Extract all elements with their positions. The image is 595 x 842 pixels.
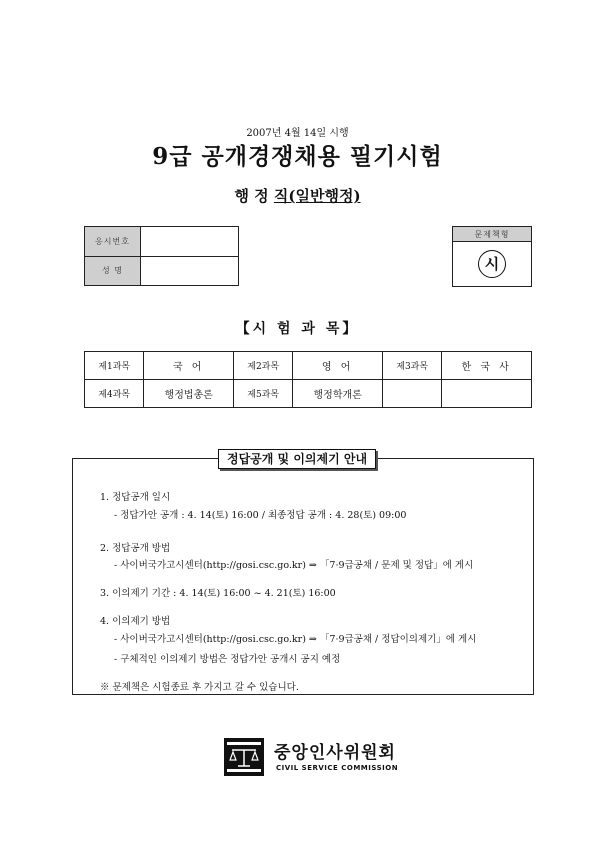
- notice-item-4-heading: 4. 이의제기 방법: [100, 616, 171, 627]
- notice-title-wrap: [218, 448, 376, 467]
- subject-5-value: 행정학개론: [293, 380, 383, 408]
- booklet-type-label: 문제책형: [453, 227, 532, 242]
- csc-emblem-icon: [224, 738, 264, 776]
- exam-number-label: 응시번호: [85, 227, 141, 257]
- notice-item-4-detail-1: - 사이버국가고시센터(http://gosi.csc.go.kr) ⇒ 「7·9급공채 / 정답이의제기」에 게시: [114, 634, 477, 645]
- subject-3-label: 제3과목: [382, 352, 441, 380]
- name-field[interactable]: [141, 256, 239, 286]
- notice-item-3-heading: 3. 이의제기 기간 : 4. 14(토) 16:00 ~ 4. 21(토) 16:00: [100, 588, 336, 599]
- booklet-type-box: [452, 226, 532, 287]
- subject-4-label: 제4과목: [85, 380, 144, 408]
- organization-english-name: CIVIL SERVICE COMMISSION: [276, 764, 399, 772]
- subjects-heading: 【시 험 과 목】: [235, 321, 360, 337]
- subject-2-value: 영 어: [293, 352, 383, 380]
- subjects-row: [85, 352, 532, 380]
- subjects-table: [84, 351, 532, 408]
- booklet-type-cell: [453, 242, 532, 287]
- csc-logo: [224, 738, 404, 778]
- exam-title: 9급 공개경쟁채용 필기시험: [152, 143, 443, 170]
- exam-date: 2007년 4월 14일 시행: [246, 128, 349, 139]
- subtitle-prefix: 행 정: [234, 187, 274, 205]
- subject-3-value: 한 국 사: [442, 352, 532, 380]
- notice-item-4-detail-2: - 구체적인 이의제기 방법은 정답가안 공개시 공지 예정: [114, 654, 341, 665]
- subtitle-underlined: 직(일반행정): [273, 187, 361, 205]
- organization-name: 중앙인사위원회: [274, 743, 396, 763]
- notice-title: 정답공개 및 이의제기 안내: [218, 449, 376, 469]
- notice-item-1-heading: 1. 정답공개 일시: [100, 492, 171, 503]
- notice-footnote: ※ 문제책은 시험종료 후 가지고 갈 수 있습니다.: [100, 682, 299, 693]
- examinee-info-table: [84, 226, 239, 286]
- subject-1-value: 국 어: [144, 352, 234, 380]
- exam-number-field[interactable]: [141, 227, 239, 257]
- empty-cell: [442, 380, 532, 408]
- empty-cell: [382, 380, 441, 408]
- exam-subtitle: [0, 185, 595, 206]
- notice-item-1-detail: - 정답가안 공개 : 4. 14(토) 16:00 / 최종정답 공개 : 4. 28(토) 09:00: [114, 510, 407, 521]
- subject-2-label: 제2과목: [233, 352, 292, 380]
- notice-item-2-heading: 2. 정답공개 방법: [100, 543, 171, 554]
- name-label: 성 명: [85, 256, 141, 286]
- notice-item-2-detail: - 사이버국가고시센터(http://gosi.csc.go.kr) ⇒ 「7·9급공채 / 문제 및 정답」에 게시: [114, 560, 474, 571]
- subject-1-label: 제1과목: [85, 352, 144, 380]
- booklet-type-value: 시: [478, 250, 506, 278]
- subject-4-value: 행정법총론: [144, 380, 234, 408]
- subject-5-label: 제5과목: [233, 380, 292, 408]
- subjects-row: [85, 380, 532, 408]
